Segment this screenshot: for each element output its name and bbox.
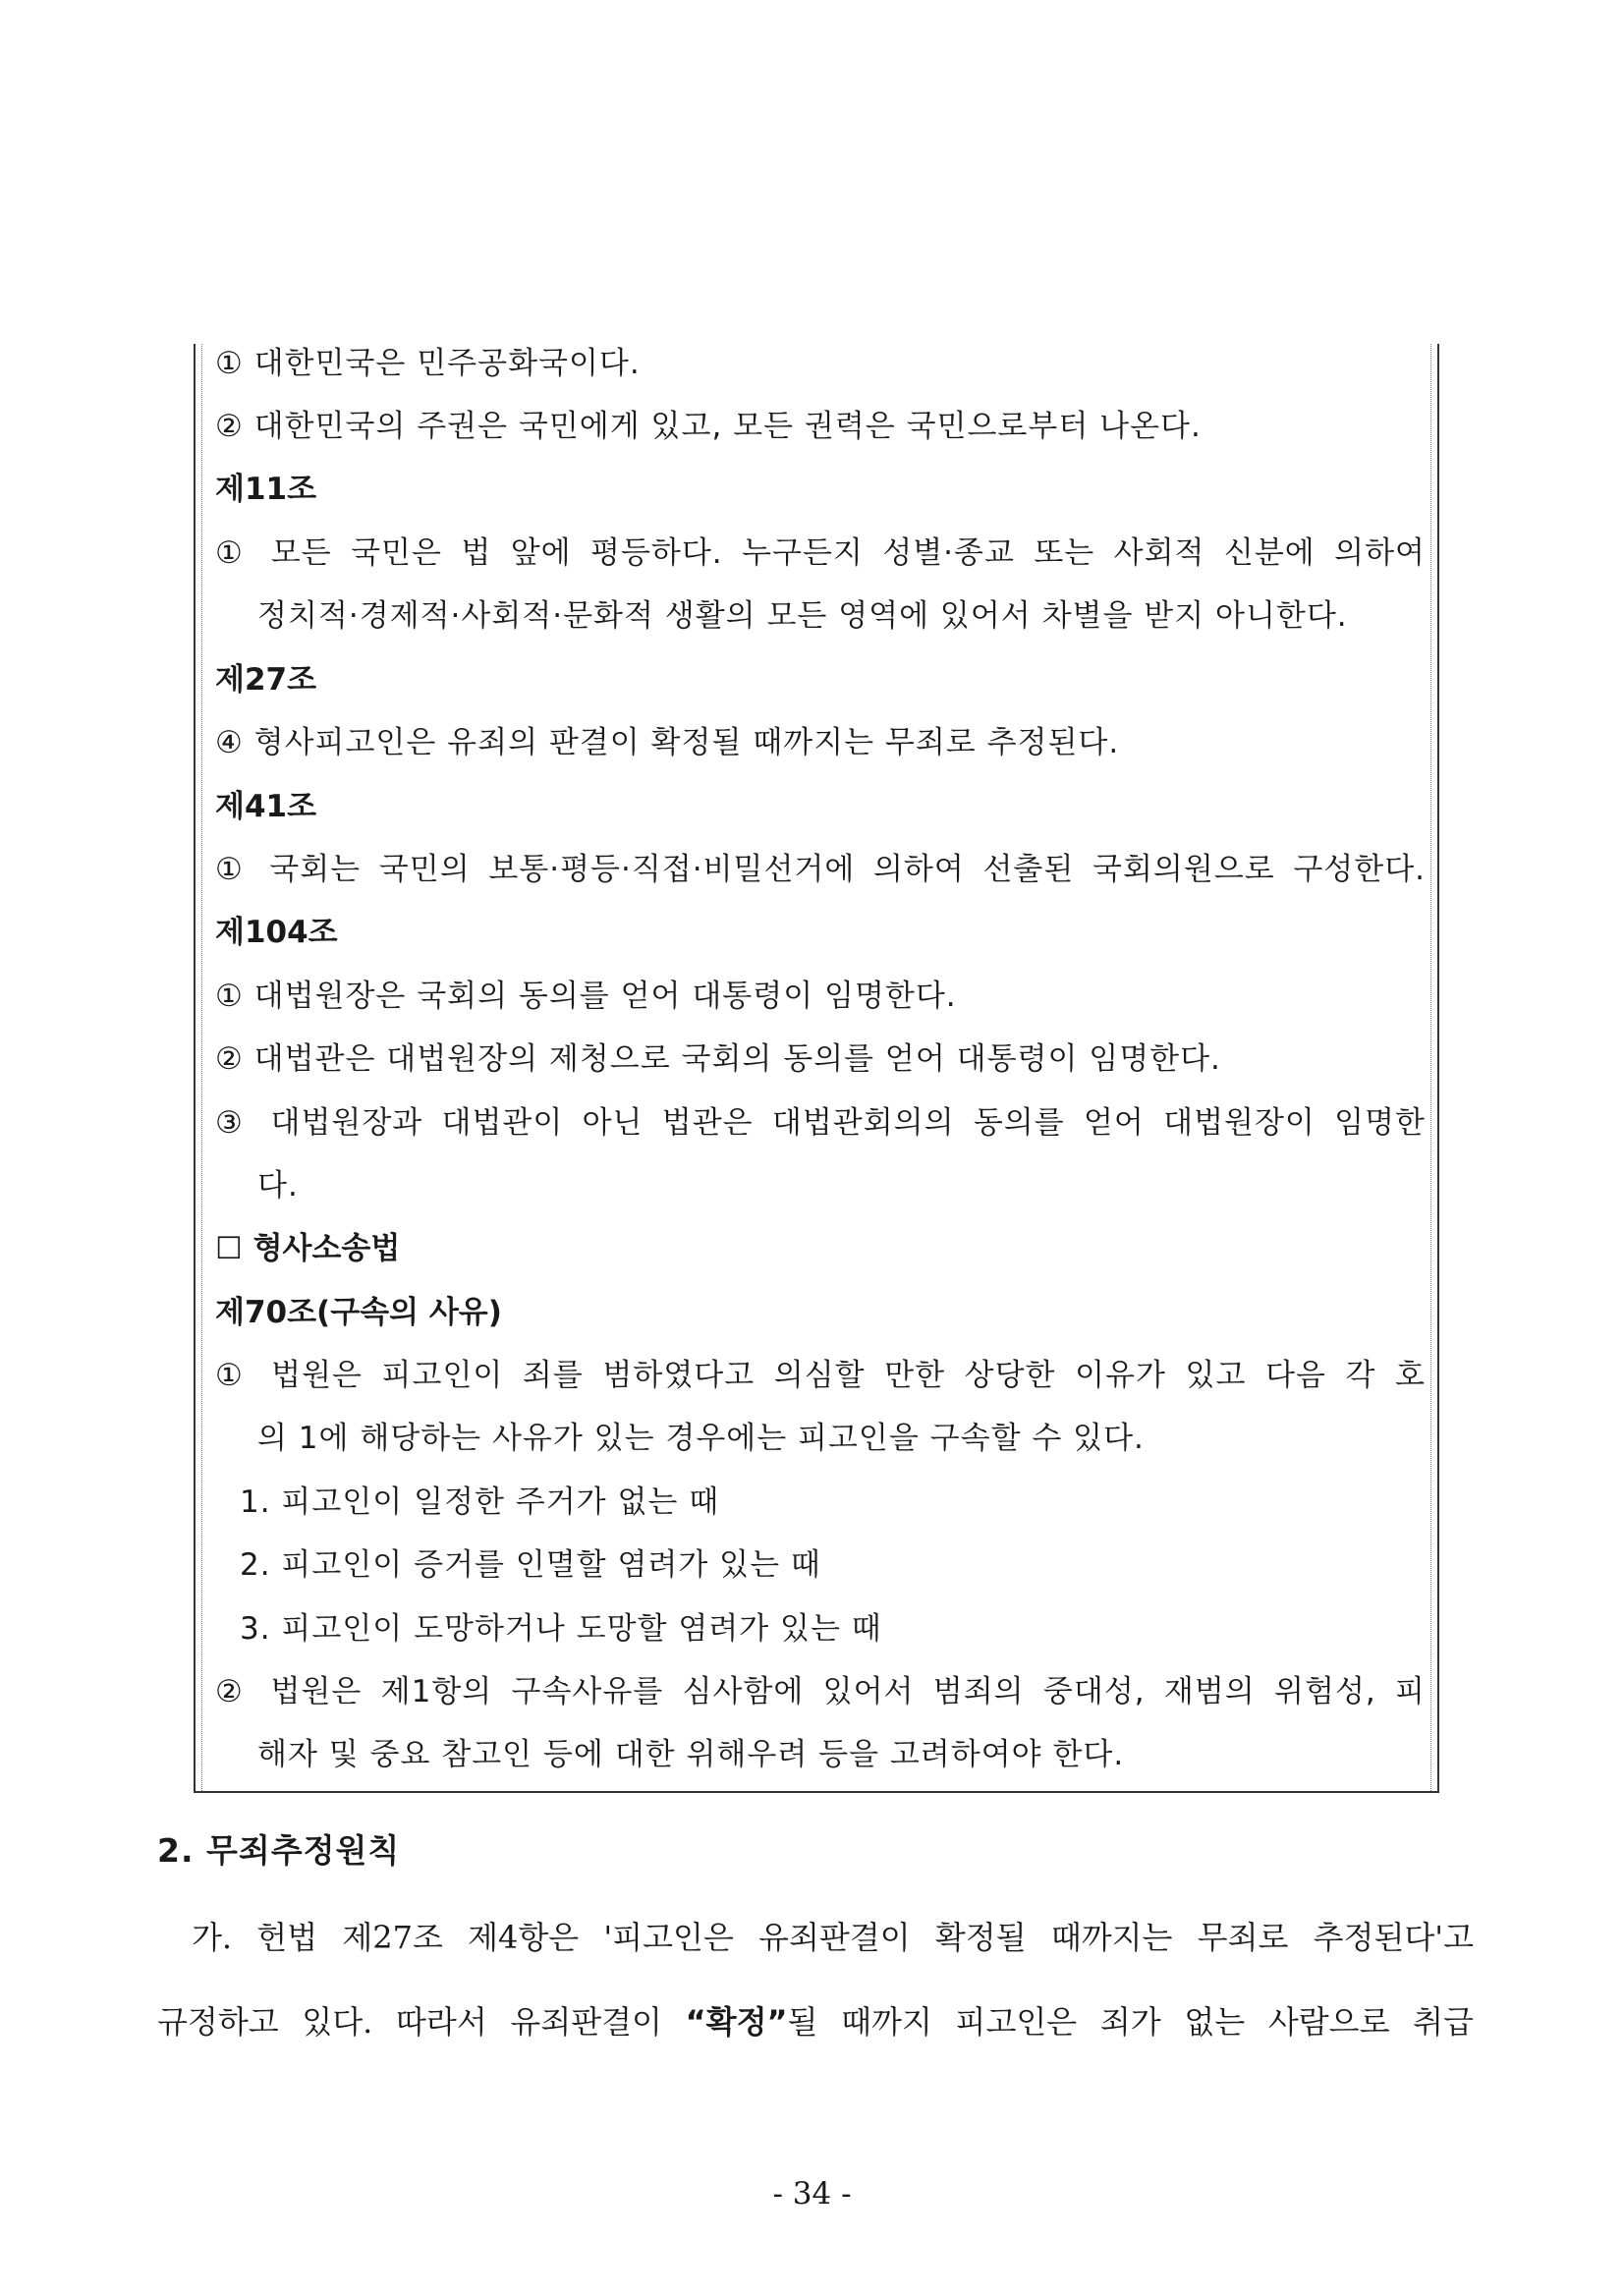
page-number: - 34 - [772, 2176, 852, 2212]
body-paragraph-line1: 가. 헌법 제27조 제4항은 '피고인은 유죄판결이 확정될 때까지는 무죄로 추정된다'고 [192, 1919, 1474, 1956]
article-104-para2: ② 대법관은 대법원장의 제청으로 국회의 동의를 얻어 대통령이 임명한다. [215, 1041, 1221, 1077]
article-70-para1-line2: 의 1에 해당하는 사유가 있는 경우에는 피고인을 구속할 수 있다. [257, 1421, 1145, 1456]
article-heading-11: 제11조 [215, 472, 317, 507]
section-title: 2. 무죄추정원칙 [157, 1831, 401, 1870]
article-104-para3-line2: 다. [257, 1168, 299, 1204]
constitution-art1-para1: ① 대한민국은 민주공화국이다. [215, 346, 641, 381]
box-inner-border-left [201, 344, 202, 1791]
article-heading-27: 제27조 [215, 662, 317, 698]
article-70-para2-line2: 해자 및 중요 참고인 등에 대한 위해우려 등을 고려하여야 한다. [257, 1737, 1125, 1772]
body-text: 될 때까지 피고인은 죄가 없는 사람으로 취급 [787, 2003, 1474, 2041]
constitution-art1-para2: ② 대한민국의 주권은 국민에게 있고, 모든 권력은 국민으로부터 나온다. [215, 409, 1202, 444]
article-heading-104: 제104조 [215, 915, 338, 950]
criminal-procedure-act-heading: ☐ 형사소송법 [215, 1231, 401, 1266]
article-70-para1-line1: ① 법원은 피고인이 죄를 범하였다고 의심할 만한 상당한 이유가 있고 다음 각 호 [215, 1358, 1426, 1393]
law-excerpt-box [194, 344, 1439, 1793]
article-heading-41: 제41조 [215, 789, 317, 824]
emphasized-term: “확정” [685, 2003, 788, 2041]
article-104-para3-line1: ③ 대법원장과 대법관이 아닌 법관은 대법관회의의 동의를 얻어 대법원장이 임명한 [215, 1105, 1426, 1141]
article-11-para1-line2: 정치적·경제적·사회적·문화적 생활의 모든 영역에 있어서 차별을 받지 아니한다. [257, 598, 1348, 634]
body-text: 규정하고 있다. 따라서 유죄판결이 [157, 2003, 686, 2041]
box-inner-border-right [1430, 344, 1431, 1791]
article-11-para1-line1: ① 모든 국민은 법 앞에 평등하다. 누구든지 성별·종교 또는 사회적 신분에 의하여 [215, 535, 1426, 571]
article-70-item3: 3. 피고인이 도망하거나 도망할 염려가 있는 때 [240, 1611, 882, 1647]
article-70-item2: 2. 피고인이 증거를 인멸할 염려가 있는 때 [240, 1547, 821, 1583]
article-70-para2-line1: ② 법원은 제1항의 구속사유를 심사함에 있어서 범죄의 중대성, 재범의 위험성, 피 [215, 1674, 1426, 1709]
body-paragraph-line2 [157, 2000, 1474, 2044]
article-41-para1: ① 국회는 국민의 보통·평등·직접·비밀선거에 의하여 선출된 국회의원으로 구성한다. [215, 852, 1426, 887]
article-heading-70: 제70조(구속의 사유) [215, 1295, 502, 1330]
article-104-para1: ① 대법원장은 국회의 동의를 얻어 대통령이 임명한다. [215, 979, 957, 1014]
article-27-para4: ④ 형사피고인은 유죄의 판결이 확정될 때까지는 무죄로 추정된다. [215, 725, 1120, 760]
article-70-item1: 1. 피고인이 일정한 주거가 없는 때 [240, 1484, 720, 1520]
